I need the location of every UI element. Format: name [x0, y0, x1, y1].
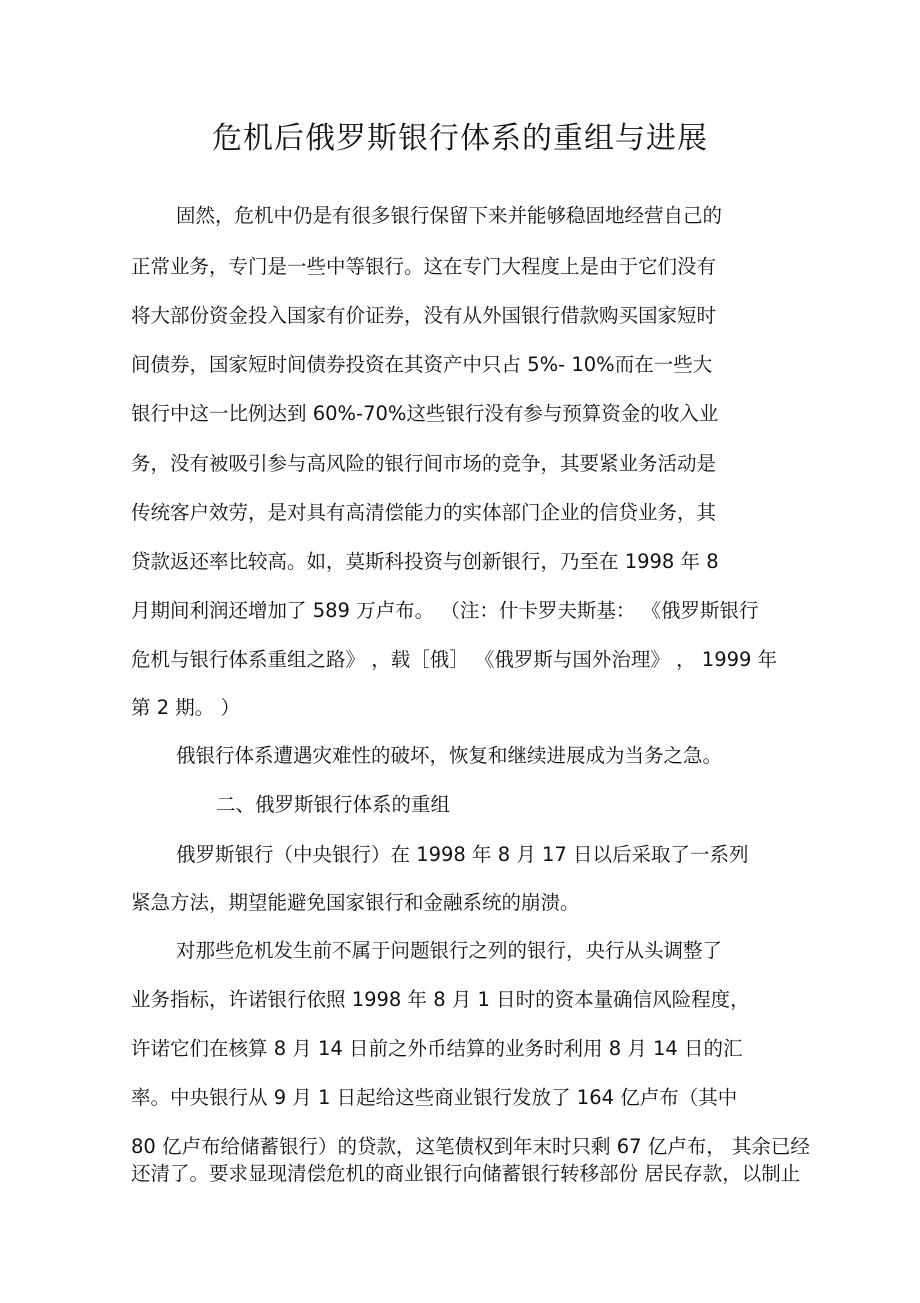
- text-line: 间债券，国家短时间债券投资在其资产中只占 5%- 10%而在一些大: [131, 353, 713, 376]
- text-line: 传统客户效劳，是对具有高清偿能力的实体部门企业的信贷业务，其: [131, 501, 717, 524]
- text-line: 率。中央银行从 9 月 1 日起给这些商业银行发放了 164 亿卢布（其中: [131, 1086, 738, 1109]
- text-line: 固然，危机中仍是有很多银行保留下来并能够稳固地经营自己的: [176, 204, 723, 227]
- text-line: 将大部份资金投入国家有价证券，没有从外国银行借款购买国家短时: [131, 304, 717, 327]
- text-line: 许诺它们在核算 8 月 14 日前之外币结算的业务时利用 8 月 14 日的汇: [131, 1037, 743, 1060]
- text-line: 俄银行体系遭遇灾难性的破坏，恢复和继续进展成为当务之急。: [176, 744, 723, 767]
- text-line: 业务指标，许诺银行依照 1998 年 8 月 1 日时的资本量确信风险程度，: [131, 988, 750, 1011]
- text-line: 80 亿卢布给储蓄银行）的贷款，这笔债权到年末时只剩 67 亿卢布， 其余已经: [131, 1135, 810, 1158]
- text-line: 紧急方法，期望能避免国家银行和金融系统的崩溃。: [131, 891, 580, 914]
- text-line: 还清了。要求显现清偿危机的商业银行向储蓄银行转移部份 居民存款，以制止: [131, 1162, 801, 1185]
- text-line: 对那些危机发生前不属于问题银行之列的银行，央行从头调整了: [176, 939, 723, 962]
- text-line: 俄罗斯银行（中央银行）在 1998 年 8 月 17 日以后采取了一系列: [176, 843, 749, 866]
- text-line: 第 2 期。 ）: [131, 696, 241, 719]
- text-line: 危机与银行体系重组之路》 ，载［俄］ 《俄罗斯与国外治理》 ， 1999 年: [131, 648, 778, 671]
- text-line: 银行中这一比例达到 60%-70%这些银行没有参与预算资金的收入业: [131, 402, 719, 425]
- section-heading: 二、俄罗斯银行体系的重组: [216, 793, 451, 816]
- text-line: 正常业务，专门是一些中等银行。这在专门大程度上是由于它们没有: [131, 255, 717, 278]
- document-title: 危机后俄罗斯银行体系的重组与进展: [212, 121, 708, 156]
- text-line: 月期间利润还增加了 589 万卢布。 （注：什卡罗夫斯基： 《俄罗斯银行: [131, 599, 759, 622]
- text-line: 务，没有被吸引参与高风险的银行间市场的竞争，其要紧业务活动是: [131, 452, 717, 475]
- text-line: 贷款返还率比较高。如，莫斯科投资与创新银行，乃至在 1998 年 8: [131, 550, 719, 573]
